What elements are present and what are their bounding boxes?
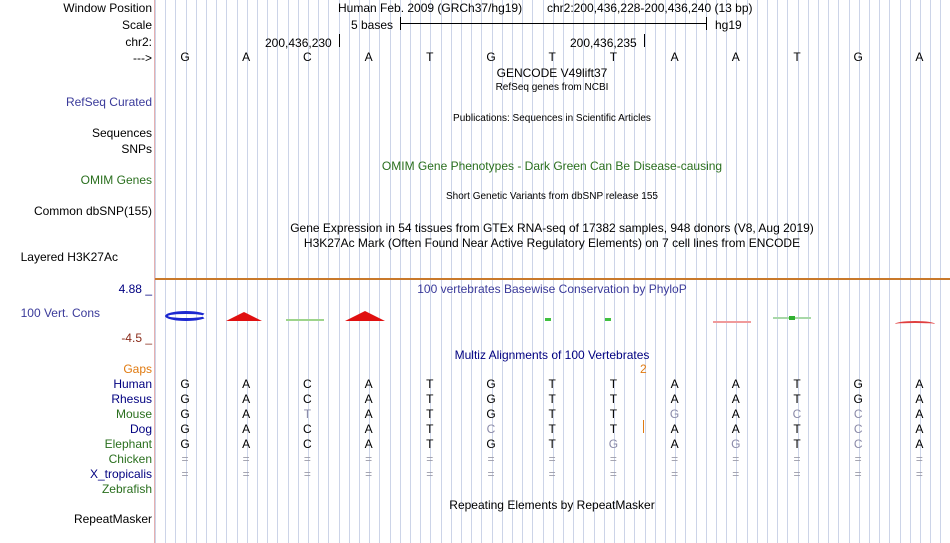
gridline: [838, 0, 839, 543]
alignment-base: =: [548, 452, 556, 466]
gridline: [175, 0, 176, 543]
alignment-base: =: [609, 452, 617, 466]
gap-tick: [643, 420, 644, 433]
alignment-base: =: [732, 452, 740, 466]
h3k27ac-track-title[interactable]: H3K27Ac Mark (Often Found Near Active Regulatory Elements) on 7 cell lines from ENCODE: [303, 236, 801, 250]
alignment-base: =: [915, 452, 923, 466]
alignment-base: G: [486, 392, 496, 406]
alignment-base: C: [303, 392, 312, 406]
alignment-base: G: [731, 437, 741, 451]
gridline: [930, 0, 931, 543]
gridline: [420, 0, 421, 543]
gridline: [206, 0, 207, 543]
alignment-base: =: [854, 467, 862, 481]
gridline: [481, 0, 482, 543]
gridline: [900, 0, 901, 543]
dbsnp-track-title[interactable]: Short Genetic Variants from dbSNP release 155: [446, 191, 658, 202]
alignment-base: =: [793, 467, 801, 481]
gridline: [828, 0, 829, 543]
gridline: [818, 0, 819, 543]
species-label-chicken[interactable]: Chicken: [108, 452, 152, 466]
omim-track-title[interactable]: OMIM Gene Phenotypes - Dark Green Can Be Disease-causing: [381, 159, 723, 173]
sequence-base: T: [548, 50, 556, 64]
alignment-base: =: [242, 452, 250, 466]
species-label-zebrafish[interactable]: Zebrafish: [101, 482, 152, 496]
phylop-t-mark-3: [789, 316, 795, 320]
scale-text: 5 bases: [351, 18, 394, 32]
gridline: [665, 0, 666, 543]
alignment-base: =: [365, 467, 373, 481]
alignment-base: A: [364, 377, 373, 391]
alignment-base: G: [608, 437, 619, 451]
alignment-base: G: [180, 407, 190, 421]
gridline: [716, 0, 717, 543]
gridline: [349, 0, 350, 543]
gap-count: 2: [640, 362, 647, 376]
alignment-base: T: [609, 422, 618, 436]
gridline: [196, 0, 197, 543]
sequence-base: G: [486, 50, 496, 64]
alignment-base: A: [731, 392, 740, 406]
gridline: [787, 0, 788, 543]
gridline: [441, 0, 442, 543]
alignment-base: =: [181, 467, 189, 481]
gtex-track-title[interactable]: Gene Expression in 54 tissues from GTEx RNA-seq of 17382 samples, 948 donors (V8, Aug 2019): [290, 221, 814, 235]
refseq-track-title[interactable]: RefSeq genes from NCBI: [495, 82, 609, 93]
alignment-base: A: [242, 407, 251, 421]
gridline: [288, 0, 289, 543]
strand-label[interactable]: --->: [133, 51, 152, 65]
alignment-base: G: [486, 407, 496, 421]
alignment-base: T: [426, 377, 434, 391]
phylop-min-label: -4.5 _: [121, 331, 152, 345]
alignment-base: =: [548, 467, 556, 481]
alignment-base: T: [548, 392, 556, 406]
alignment-base: A: [915, 422, 924, 436]
sequence-base: G: [853, 50, 863, 64]
gridline: [655, 0, 656, 543]
alignment-base: A: [670, 377, 679, 391]
species-label-rhesus[interactable]: Rhesus: [111, 392, 152, 406]
alignment-base: =: [487, 452, 495, 466]
gridline: [910, 0, 911, 543]
species-label-elephant[interactable]: Elephant: [104, 437, 152, 451]
alignment-base: A: [670, 422, 679, 436]
alignment-base: G: [853, 392, 863, 406]
alignment-base: =: [793, 452, 801, 466]
species-label-human[interactable]: Human: [113, 377, 152, 391]
window-position-label: Window Position: [63, 1, 152, 15]
phylop-track-label[interactable]: 100 Vert. Cons: [20, 306, 100, 320]
phylop-a-glyph-1: [226, 312, 262, 321]
gridline: [451, 0, 452, 543]
gridline: [767, 0, 768, 543]
scale-label: Scale: [121, 18, 152, 32]
gridline: [339, 0, 340, 543]
gridline: [808, 0, 809, 543]
alignment-base: =: [365, 452, 373, 466]
alignment-base: T: [793, 392, 801, 406]
alignment-base: A: [242, 392, 251, 406]
sequence-base: T: [793, 50, 801, 64]
alignment-base: T: [426, 437, 434, 451]
common-dbsnp-label[interactable]: Common dbSNP(155): [33, 204, 152, 218]
alignment-base: G: [180, 437, 190, 451]
alignment-base: T: [426, 407, 434, 421]
alignment-base: A: [670, 437, 679, 451]
phylop-g-glyph: [165, 311, 207, 321]
coord-label-1: 200,436,230: [265, 36, 332, 50]
coord-tick-1: [339, 34, 340, 47]
species-label-mouse[interactable]: Mouse: [115, 407, 152, 421]
gridline: [726, 0, 727, 543]
alignment-base: C: [303, 422, 312, 436]
alignment-base: A: [915, 392, 924, 406]
gridline: [400, 0, 401, 543]
alignment-base: A: [242, 422, 251, 436]
species-label-x_tropicalis[interactable]: X_tropicalis: [89, 467, 152, 481]
alignment-base: A: [731, 422, 740, 436]
gridline: [379, 0, 380, 543]
sequence-base: C: [303, 50, 312, 64]
gridline: [267, 0, 268, 543]
phylop-c-bar: [286, 319, 324, 321]
gridline: [471, 0, 472, 543]
alignment-base: A: [242, 437, 251, 451]
alignment-base: G: [180, 377, 190, 391]
gridline: [165, 0, 166, 543]
alignment-base: T: [426, 422, 434, 436]
alignment-base: T: [609, 407, 618, 421]
alignment-base: T: [548, 422, 556, 436]
sequence-base: A: [242, 50, 251, 64]
gridline: [706, 0, 707, 543]
gridline: [849, 0, 850, 543]
alignment-base: T: [426, 392, 434, 406]
conservation-divider: [155, 278, 950, 280]
alignment-base: G: [180, 422, 190, 436]
scale-bar: [400, 23, 707, 24]
alignment-base: T: [793, 377, 801, 391]
phylop-max-label: 4.88 _: [118, 282, 152, 296]
sequence-base: T: [426, 50, 434, 64]
coord-tick-2: [644, 34, 645, 47]
alignment-base: C: [303, 377, 312, 391]
alignment-base: =: [732, 467, 740, 481]
gridline: [328, 0, 329, 543]
gridline: [359, 0, 360, 543]
sequence-base: A: [915, 50, 924, 64]
alignment-base: C: [853, 437, 863, 451]
sequence-base: A: [364, 50, 373, 64]
snps-label[interactable]: SNPs: [121, 142, 152, 156]
scale-bar-right-tick: [706, 17, 707, 30]
alignment-base: =: [303, 467, 311, 481]
alignment-base: G: [486, 437, 496, 451]
alignment-base: A: [915, 437, 924, 451]
alignment-base: C: [853, 422, 863, 436]
gridline: [216, 0, 217, 543]
gridline: [757, 0, 758, 543]
alignment-base: T: [548, 437, 556, 451]
alignment-base: =: [426, 467, 434, 481]
alignment-base: =: [487, 467, 495, 481]
gridline: [685, 0, 686, 543]
alignment-base: A: [731, 407, 740, 421]
phylop-track-title[interactable]: 100 vertebrates Basewise Conservation by PhyloP: [417, 282, 687, 296]
track-labels: [0, 0, 155, 543]
alignment-base: G: [853, 377, 863, 391]
alignment-base: T: [303, 407, 312, 421]
repeatmasker-label[interactable]: RepeatMasker: [73, 512, 152, 526]
alignment-base: A: [364, 422, 373, 436]
gridline: [624, 0, 625, 543]
repeatmasker-track-title[interactable]: Repeating Elements by RepeatMasker: [449, 498, 655, 512]
phylop-a-neg-bar: [713, 321, 751, 323]
gridline: [696, 0, 697, 543]
refseq-curated-label[interactable]: RefSeq Curated: [65, 95, 152, 109]
alignment-base: T: [793, 422, 801, 436]
alignment-base: =: [242, 467, 250, 481]
phylop-t-mark-2: [605, 318, 611, 321]
gridline: [634, 0, 635, 543]
gridline: [298, 0, 299, 543]
alignment-base: T: [609, 392, 618, 406]
alignment-base: =: [609, 467, 617, 481]
alignment-base: C: [853, 407, 863, 421]
alignment-base: =: [915, 467, 923, 481]
alignment-base: =: [181, 452, 189, 466]
scale-db: hg19: [715, 18, 742, 32]
alignment-base: =: [671, 452, 679, 466]
alignment-base: =: [303, 452, 311, 466]
gridline: [155, 0, 156, 543]
gridline: [237, 0, 238, 543]
assembly-name: Human Feb. 2009 (GRCh37/hg19): [338, 1, 523, 15]
chr-label: chr2:: [125, 35, 152, 49]
alignment-base: A: [670, 392, 679, 406]
gaps-label[interactable]: Gaps: [123, 362, 152, 376]
alignment-base: =: [854, 452, 862, 466]
gridline: [645, 0, 646, 543]
alignment-base: A: [242, 377, 251, 391]
alignment-base: C: [792, 407, 802, 421]
omim-genes-label[interactable]: OMIM Genes: [80, 173, 152, 187]
sequences-label[interactable]: Sequences: [91, 126, 152, 140]
gridline: [277, 0, 278, 543]
gridline: [869, 0, 870, 543]
alignment-base: T: [793, 437, 801, 451]
sequence-base: T: [609, 50, 618, 64]
gridline: [390, 0, 391, 543]
sequence-base: A: [731, 50, 740, 64]
alignment-base: T: [548, 407, 556, 421]
alignment-base: T: [609, 377, 618, 391]
phylop-a-neg-glyph: [895, 321, 935, 327]
alignment-base: G: [669, 407, 680, 421]
alignment-base: A: [364, 407, 373, 421]
track-area[interactable]: [155, 0, 950, 543]
gridline: [410, 0, 411, 543]
gridline: [318, 0, 319, 543]
alignment-base: A: [915, 377, 924, 391]
gridline: [940, 0, 941, 543]
gridline: [747, 0, 748, 543]
phylop-a-glyph-2: [345, 311, 385, 321]
gridline: [461, 0, 462, 543]
coord-label-2: 200,436,235: [570, 36, 637, 50]
publications-track-title[interactable]: Publications: Sequences in Scientific Articles: [453, 113, 651, 124]
alignment-base: A: [364, 437, 373, 451]
gencode-track-title[interactable]: GENCODE V49lift37: [496, 66, 608, 80]
alignment-base: G: [180, 392, 190, 406]
gridline: [889, 0, 890, 543]
window-coordinates: chr2:200,436,228-200,436,240 (13 bp): [547, 1, 753, 15]
multiz-track-title[interactable]: Multiz Alignments of 100 Vertebrates: [454, 348, 650, 362]
alignment-base: A: [731, 377, 740, 391]
sequence-base: G: [180, 50, 190, 64]
gridline: [226, 0, 227, 543]
phylop-t-mark: [545, 318, 551, 321]
gridline: [879, 0, 880, 543]
alignment-base: C: [303, 437, 312, 451]
species-label-dog[interactable]: Dog: [129, 422, 152, 436]
alignment-base: C: [486, 422, 496, 436]
gridline: [257, 0, 258, 543]
layered-h3k27ac-label[interactable]: Layered H3K27Ac: [20, 250, 118, 264]
alignment-base: =: [426, 452, 434, 466]
sequence-base: A: [670, 50, 679, 64]
alignment-base: A: [915, 407, 924, 421]
alignment-base: G: [486, 377, 496, 391]
alignment-base: T: [548, 377, 556, 391]
gridline: [777, 0, 778, 543]
alignment-base: =: [671, 467, 679, 481]
alignment-base: A: [364, 392, 373, 406]
